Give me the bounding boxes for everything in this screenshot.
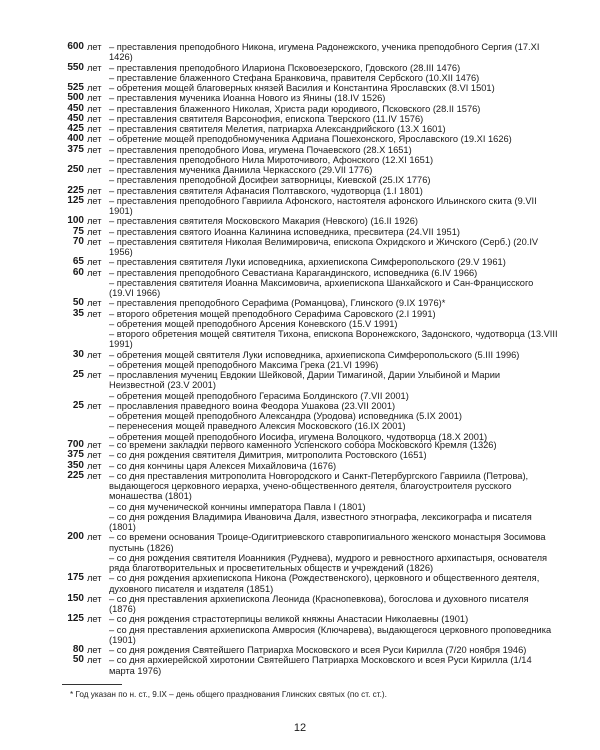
years-count: 30: [72, 348, 84, 360]
anniversary-entry: [0, 278, 600, 299]
anniversary-entry: [0, 512, 600, 533]
entry-text: – преставления преподобной Досифеи затворницы, Киевской (25.IX 1776): [109, 175, 431, 186]
footnote-separator: [62, 684, 122, 685]
years-unit: лет: [87, 216, 102, 227]
years-unit: лет: [87, 573, 102, 584]
years-unit: лет: [87, 124, 102, 134]
entry-text: – со времени закладки первого каменного Успенского собора Московского Кремля (1326): [109, 440, 497, 450]
entry-text: – преставления святителя Афанасия Полтавского, чудотворца (1.I 1801): [109, 185, 423, 196]
years-count: 75: [72, 225, 84, 237]
years-count: 375: [67, 449, 84, 461]
anniversary-entry: [0, 655, 600, 676]
entry-text: – преставления мученика Иоанна Нового из Янины (18.IV 1526): [109, 93, 386, 104]
years-count: 65: [72, 256, 84, 268]
years-unit: лет: [87, 165, 102, 175]
anniversary-entry: [0, 614, 600, 624]
years-unit: лет: [87, 195, 102, 206]
years-unit: лет: [87, 134, 102, 145]
entry-text: – преставления преподобного Гавриила Афонского, настоятеля афонского Ильинского скита (9.VII 1901): [109, 195, 537, 216]
anniversary-entry: [0, 360, 600, 370]
years-unit: лет: [87, 532, 102, 543]
years-count: 125: [67, 613, 84, 625]
anniversary-entry: [0, 461, 600, 471]
entry-text: – преставления преподобного Илариона Псковоезерского, Гдовского (28.III 1476): [109, 62, 461, 73]
entry-text: – преставления святителя Луки исповедника, архиепископа Симферопольского (29.V 1961): [109, 257, 506, 268]
entry-text: – со дня рождения святителя Димитрия, митрополита Ростовского (1651): [109, 450, 427, 461]
anniversary-entry: [0, 83, 600, 93]
anniversary-entry: [0, 237, 600, 258]
anniversary-entry: [0, 421, 600, 431]
years-unit: лет: [87, 470, 102, 481]
entry-text: – обретения мощей благоверных князей Василия и Константина Ярославских (8.VI 1501): [109, 83, 495, 93]
years-count: 550: [67, 61, 84, 73]
anniversary-entry: [0, 370, 600, 391]
entry-text: – со дня рождения архиепископа Никона (Рождественского), церковного и общественного деятеля, духовного писателя и издателя (1851): [109, 573, 540, 594]
years-count: 35: [72, 307, 84, 319]
years-count: 450: [67, 102, 84, 114]
entry-text: – преставления преподобного Никона, игумена Радонежского, ученика преподобного Сергия (17.XI 1426): [109, 42, 540, 63]
years-count: 175: [67, 572, 84, 584]
years-count: 350: [67, 459, 84, 471]
anniversary-entry: [0, 186, 600, 196]
entry-text: – со дня рождения святителя Иоанникия (Руднева), мудрого и ревностного архипастыря, основателя ряда благотворительных и просветительных обществ и учреждений (1826): [109, 552, 548, 573]
entry-text: – со дня рождения Владимира Ивановича Даля, известного этнографа, лексикографа и писателя (1801): [109, 511, 532, 532]
years-count: 50: [72, 297, 84, 309]
years-unit: лет: [87, 400, 102, 411]
years-count: 25: [72, 399, 84, 411]
entry-text: – со дня преставления архиепископа Леонида (Краснопевкова), богослова и духовного писателя (1876): [109, 593, 529, 614]
anniversary-entry: [0, 625, 600, 646]
entry-text: – преставления святого Иоанна Калинина исповедника, пресвитера (24.VII 1951): [109, 226, 460, 237]
entry-text: – преставления святителя Иоанна Максимовича, архиепископа Шанхайского и Сан-Францисского (19.VI 1966): [109, 277, 534, 298]
entry-text: – со дня рождения Святейшего Патриарха Московского и всея Руси Кирилла (7/20 ноября 1946): [109, 645, 527, 655]
entry-text: – со дня преставления архиепископа Амвросия (Ключарева), выдающегося церковного проповедника (1901): [109, 624, 552, 645]
years-count: 80: [72, 644, 84, 655]
entry-text: – второго обретения мощей святителя Тихона, епископа Воронежского, Задонского, чудотворца (13.VIII 1991): [109, 329, 558, 350]
years-unit: лет: [87, 450, 102, 461]
anniversary-entry: [0, 216, 600, 226]
entry-text: – обретения мощей святителя Луки исповедника, архиепископа Симферопольского (5.III 1996): [109, 349, 520, 360]
years-count: 450: [67, 112, 84, 124]
anniversary-entry: [0, 257, 600, 267]
years-unit: лет: [87, 83, 102, 93]
entry-text: – преставления святителя Московского Макария (Невского) (16.II 1926): [109, 216, 418, 227]
years-count: 225: [67, 184, 84, 196]
years-count: 525: [67, 82, 84, 93]
anniversary-entry: [0, 268, 600, 278]
years-count: 400: [67, 133, 84, 145]
anniversary-entry: [0, 471, 600, 502]
entry-text: – преставления святителя Николая Велимировича, епископа Охридского и Жичского (Серб.) (20.IV 1956): [109, 236, 539, 257]
entry-text: – обретение мощей преподобномученика Адриана Пошехонского, Ярославского (19.XI 1626): [109, 134, 512, 145]
anniversary-entry: [0, 104, 600, 114]
years-count: 250: [67, 164, 84, 175]
years-unit: лет: [87, 308, 102, 319]
entry-text: – со дня кончины царя Алексея Михайловича (1676): [109, 460, 337, 471]
anniversary-entry: [0, 42, 600, 63]
years-unit: лет: [87, 185, 102, 196]
anniversary-entry: [0, 155, 600, 165]
entry-text: – обретения мощей преподобного Арсения Коневского (15.V 1991): [109, 318, 398, 329]
years-unit: лет: [87, 593, 102, 604]
entry-text: – со времени основания Троице-Одигитриевского ставропигиального женского монастыря Зосимова пустынь (1826): [109, 532, 546, 553]
years-count: 25: [72, 369, 84, 380]
years-count: 425: [67, 123, 84, 134]
entry-text: – преставления святителя Варсонофия, епископа Тверского (11.IV 1576): [109, 113, 424, 124]
anniversary-entry: [0, 175, 600, 185]
entry-text: – прославления праведного воина Феодора Ушакова (23.VII 2001): [109, 400, 396, 411]
anniversary-entry: [0, 450, 600, 460]
anniversary-entry: [0, 532, 600, 553]
years-unit: лет: [87, 298, 102, 309]
anniversary-entry: [0, 227, 600, 237]
anniversary-entry: [0, 165, 600, 175]
entry-text: – обретения мощей преподобного Александра (Уродова) исповедника (5.IX 2001): [109, 411, 463, 421]
years-unit: лет: [87, 645, 102, 655]
entry-text: – со дня рождения страстотерпицы великой княжны Анастасии Николаевны (1901): [109, 614, 469, 625]
anniversary-entry: [0, 114, 600, 124]
footnote: * Год указан по н. ст., 9.IX – день общего празднования Глинских святых (по ст. ст.).: [70, 690, 387, 699]
years-unit: лет: [87, 113, 102, 124]
years-unit: лет: [87, 440, 102, 450]
anniversary-entry: [0, 594, 600, 615]
years-count: 225: [67, 469, 84, 481]
anniversary-entry: [0, 350, 600, 360]
anniversary-entry: [0, 93, 600, 103]
anniversary-entry: [0, 63, 600, 73]
anniversary-entry: [0, 391, 600, 401]
page-number: 12: [293, 722, 307, 734]
years-unit: лет: [87, 349, 102, 360]
anniversary-entry: [0, 401, 600, 411]
anniversary-entry: [0, 411, 600, 421]
entry-text: – преставления мученика Даниила Черкасского (29.VII 1776): [109, 165, 373, 175]
anniversary-entry: [0, 645, 600, 655]
anniversary-entry: [0, 440, 600, 450]
anniversary-entry: [0, 145, 600, 155]
years-unit: лет: [87, 62, 102, 73]
entry-text: – обретения мощей преподобного Иосифа, игумена Волоцкого, чудотворца (18.X 2001): [109, 431, 488, 442]
years-count: 150: [67, 592, 84, 604]
historical-anniversaries-list: [0, 440, 600, 676]
years-count: 125: [67, 194, 84, 206]
anniversary-entry: [0, 573, 600, 594]
years-count: 500: [67, 92, 84, 104]
years-unit: лет: [87, 144, 102, 155]
entry-text: – второго обретения мощей преподобного Серафима Саровского (2.I 1991): [109, 308, 436, 319]
entry-text: – преставления преподобного Серафима (Романцова), Глинского (9.IX 1976)*: [109, 298, 446, 309]
entry-text: – преставления преподобного Севастиана Карагандинского, исповедника (6.IV 1966): [109, 267, 478, 278]
entry-text: – прославления мучениц Евдокии Шейковой, Дарии Тимагиной, Дарии Улыбиной и Марии Неизвестной (23.V 2001): [109, 370, 501, 391]
church-anniversaries-list: [0, 42, 600, 442]
years-count: 60: [72, 266, 84, 278]
years-unit: лет: [87, 226, 102, 237]
entry-text: – преставление блаженного Стефана Бранковича, правителя Сербского (10.XII 1476): [109, 72, 480, 83]
anniversary-entry: [0, 329, 600, 350]
entry-text: – преставления блаженного Николая, Христа ради юродивого, Псковского (28.II 1576): [109, 103, 481, 114]
years-unit: лет: [87, 93, 102, 104]
years-count: 200: [67, 531, 84, 543]
entry-text: – обретения мощей преподобного Максима Грека (21.VI 1996): [109, 359, 379, 370]
anniversary-entry: [0, 73, 600, 83]
anniversary-entry: [0, 134, 600, 144]
years-count: 375: [67, 143, 84, 155]
years-count: 600: [67, 41, 84, 52]
anniversary-entry: [0, 124, 600, 134]
years-unit: лет: [87, 267, 102, 278]
anniversary-entry: [0, 553, 600, 574]
entry-text: – преставления святителя Мелетия, патриарха Александрийского (13.X 1601): [109, 124, 446, 134]
anniversary-entry: [0, 309, 600, 319]
years-unit: лет: [87, 460, 102, 471]
years-unit: лет: [87, 42, 102, 52]
entry-text: – преставления преподобного Иова, игумена Почаевского (28.X 1651): [109, 144, 412, 155]
anniversary-entry: [0, 319, 600, 329]
years-count: 100: [67, 215, 84, 227]
entry-text: – со дня архиерейской хиротонии Святейшего Патриарха Московского и всея Руси Кирилла (1/14 марта 1976): [109, 655, 532, 676]
years-unit: лет: [87, 236, 102, 247]
entry-text: – со дня преставления митрополита Новгородского и Санкт-Петербургского Гавриила (Петрова), выдающегося церковного иерарха, учено-общественного деятеля, благоустроителя русского монашества (1801): [109, 470, 529, 502]
entry-text: – перенесения мощей праведного Алексия Московского (16.IX 2001): [109, 421, 406, 432]
entry-text: – обретения мощей преподобного Герасима Болдинского (7.VII 2001): [109, 390, 409, 401]
years-count: 700: [67, 439, 84, 450]
years-count: 70: [72, 235, 84, 247]
entry-text: – преставления преподобного Нила Мироточивого, Афонского (12.XI 1651): [109, 154, 434, 165]
entry-text: – со дня мученической кончины императора Павла I (1801): [109, 501, 366, 512]
years-count: 50: [72, 654, 84, 666]
years-unit: лет: [87, 655, 102, 666]
anniversary-entry: [0, 196, 600, 217]
years-unit: лет: [87, 370, 102, 380]
years-unit: лет: [87, 614, 102, 625]
years-unit: лет: [87, 103, 102, 114]
years-unit: лет: [87, 257, 102, 268]
anniversary-entry: [0, 298, 600, 308]
anniversary-entry: [0, 502, 600, 512]
